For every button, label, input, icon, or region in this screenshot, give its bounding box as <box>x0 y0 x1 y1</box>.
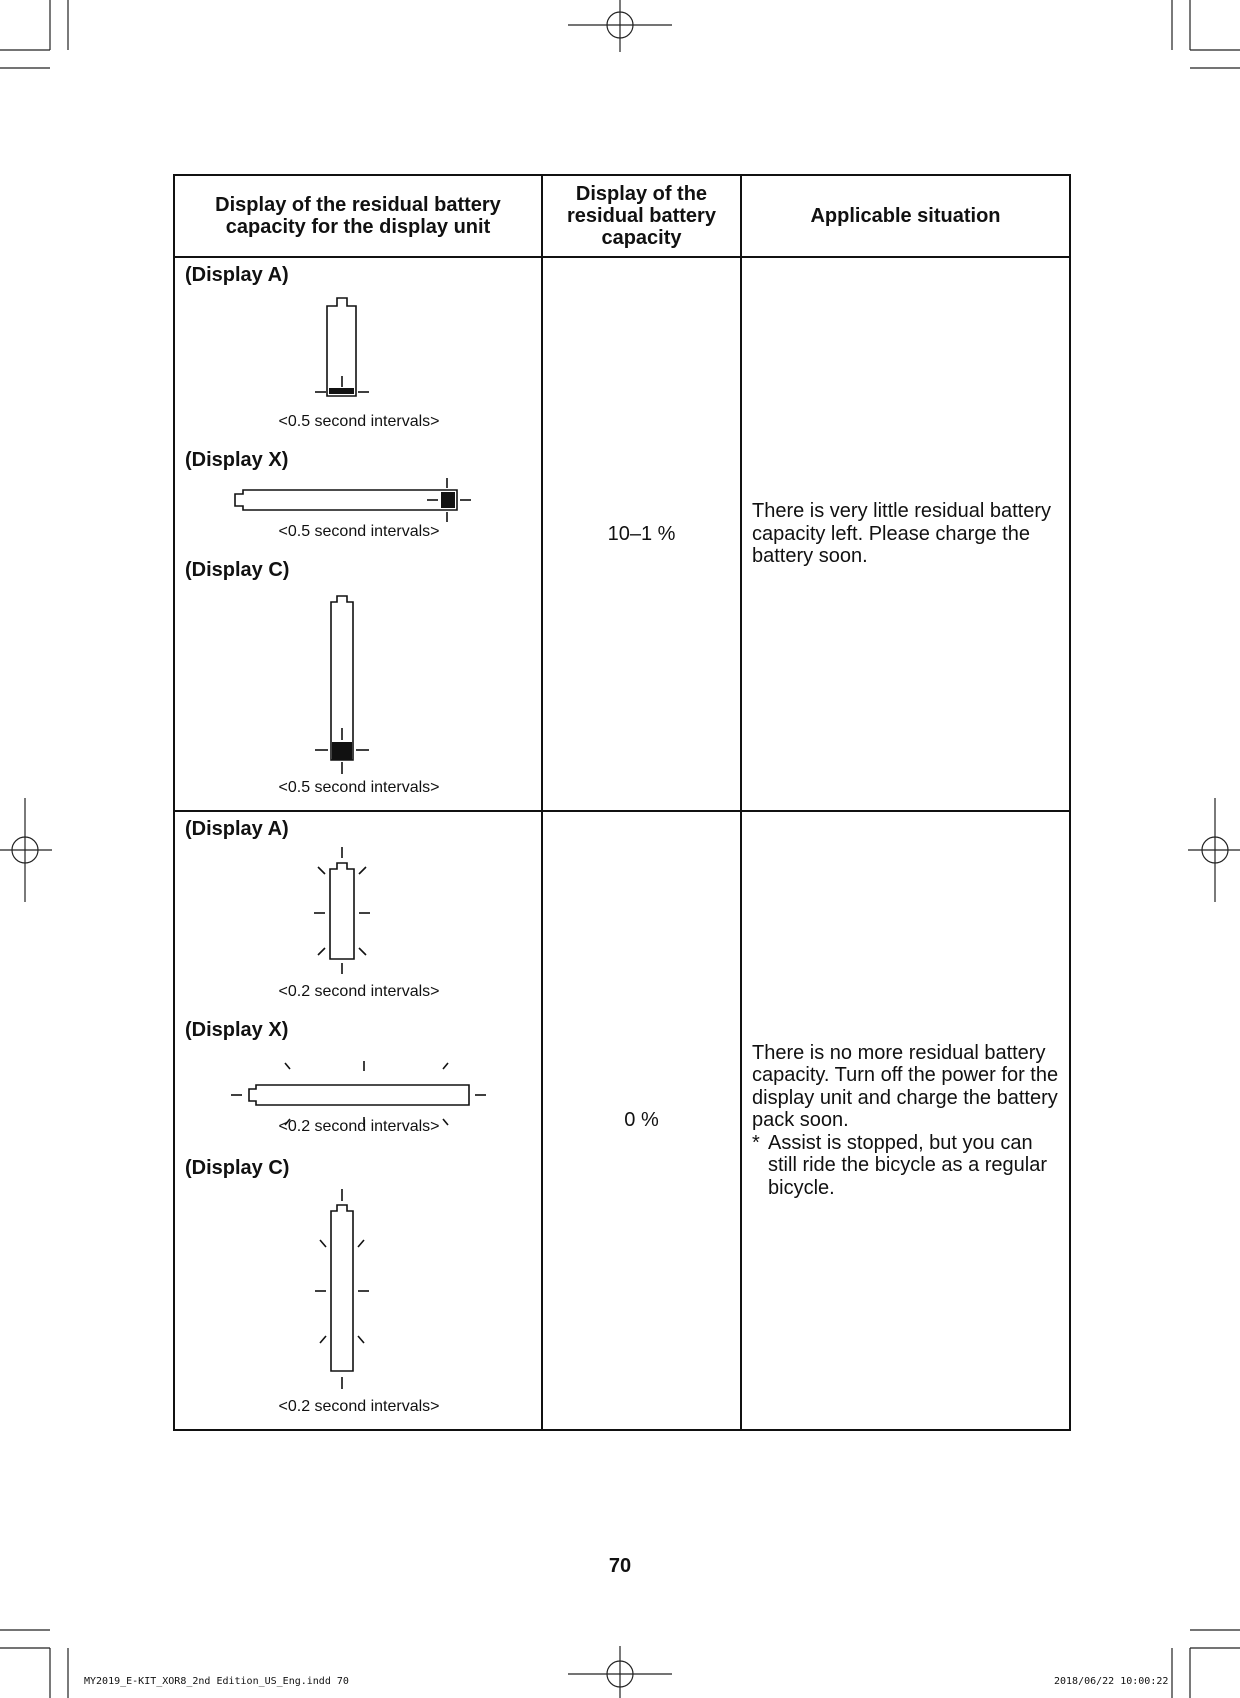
display-a-caption: <0.5 second intervals> <box>278 413 440 430</box>
display-a-label: (Display A) <box>185 264 289 286</box>
display-x-label: (Display X) <box>185 1019 289 1041</box>
battery-empty-flashing-tall-icon <box>175 1187 543 1392</box>
display-a-label: (Display A) <box>185 818 289 840</box>
capacity-value: 10–1 % <box>542 257 741 811</box>
battery-low-vertical-icon <box>175 288 543 398</box>
battery-capacity-table <box>173 174 1071 1431</box>
display-a-caption: <0.2 second intervals> <box>278 983 440 1000</box>
page-number: 70 <box>608 1555 632 1577</box>
display-c-label: (Display C) <box>185 559 290 581</box>
display-c-caption: <0.5 second intervals> <box>278 779 440 796</box>
note-text: Assist is stopped, but you can still ride the bicycle as a regular bicycle. <box>768 1131 1048 1199</box>
header-capacity: Display of the residual battery capacity <box>542 175 741 257</box>
situation-text-cell <box>741 257 1070 811</box>
display-c-label: (Display C) <box>185 1157 290 1179</box>
situation-text-cell <box>741 811 1070 1430</box>
capacity-value: 0 % <box>542 811 741 1430</box>
note-asterisk: * <box>752 1131 760 1154</box>
display-x-caption: <0.5 second intervals> <box>278 523 440 540</box>
table-row <box>174 257 1070 811</box>
display-x-label: (Display X) <box>185 449 289 471</box>
situation-text: There is very little residual battery capacity left. Please charge the battery soon. <box>752 500 1052 568</box>
file-slug: MY2019_E-KIT_XOR8_2nd Edition_US_Eng.indd 70 <box>84 1676 349 1687</box>
battery-low-tall-icon <box>175 588 543 778</box>
battery-empty-flashing-vertical-icon <box>175 847 543 977</box>
situation-note <box>752 1132 1061 1200</box>
display-illustrations-cell <box>174 257 542 811</box>
battery-low-horizontal-icon <box>175 478 543 528</box>
display-illustrations-cell <box>174 811 542 1430</box>
header-display-unit: Display of the residual battery capacity for the display unit <box>174 175 542 257</box>
table-header-row <box>174 175 1070 257</box>
date-slug: 2018/06/22 10:00:22 <box>1054 1676 1169 1687</box>
table-row <box>174 811 1070 1430</box>
header-situation: Applicable situation <box>741 175 1070 257</box>
display-x-caption: <0.2 second intervals> <box>278 1118 440 1135</box>
situation-text: There is no more residual battery capacity. Turn off the power for the display unit and charge the battery pack soon. <box>752 1041 1059 1132</box>
display-c-caption: <0.2 second intervals> <box>278 1398 440 1415</box>
